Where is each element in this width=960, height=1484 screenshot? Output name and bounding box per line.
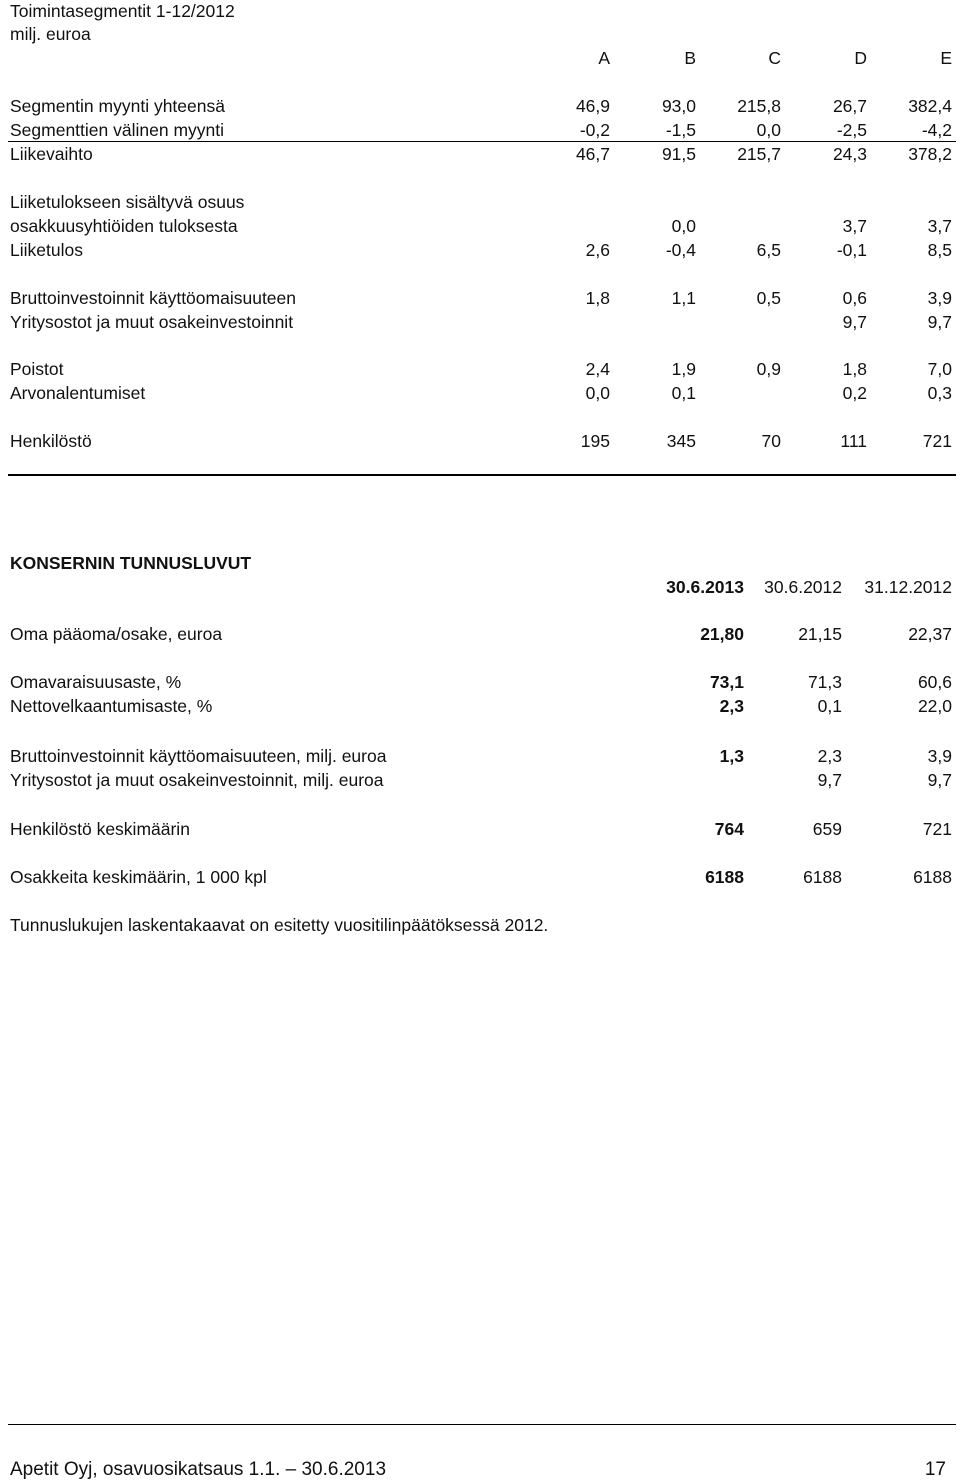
cell-year: 9,7: [927, 770, 952, 790]
row-label: Henkilöstö keskimäärin: [10, 819, 190, 839]
column-header-a: A: [598, 48, 610, 68]
table-row: [0, 215, 960, 237]
cell-d: 111: [840, 431, 867, 451]
cell-b: -0,4: [665, 240, 696, 260]
cell-a: 195: [580, 431, 610, 451]
cell-year: 22,0: [917, 696, 952, 716]
table-row: [0, 769, 960, 791]
row-label: Yritysostot ja muut osakeinvestoinnit: [10, 312, 294, 332]
row-label: Poistot: [10, 359, 64, 379]
cell-b: 345: [666, 431, 696, 451]
row-label: Liiketulokseen sisältyvä osuus: [10, 192, 245, 212]
cell-a: -0,2: [579, 120, 610, 140]
cell-e: 9,7: [927, 312, 952, 332]
footer-text: Apetit Oyj, osavuosikatsaus 1.1. – 30.6.2013: [10, 1459, 387, 1480]
cell-year: 721: [922, 819, 952, 839]
table-row: [0, 358, 960, 380]
row-label: Oma pääoma/osake, euroa: [10, 624, 223, 644]
cell-e: 378,2: [908, 144, 952, 164]
divider: [8, 474, 956, 476]
cell-current: 764: [714, 819, 744, 839]
cell-year: 3,9: [927, 746, 952, 766]
column-header-c: C: [768, 48, 781, 68]
column-header-e: E: [940, 48, 952, 68]
cell-current: 73,1: [709, 672, 744, 692]
cell-e: 8,5: [927, 240, 952, 260]
table-row: [0, 119, 960, 141]
cell-c: 0,9: [756, 359, 781, 379]
cell-prior: 659: [812, 819, 842, 839]
cell-b: 1,9: [671, 359, 696, 379]
row-label: Bruttoinvestoinnit käyttöomaisuuteen, milj. euroa: [10, 746, 387, 766]
cell-d: 24,3: [832, 144, 867, 164]
row-label: Osakkeita keskimäärin, 1 000 kpl: [10, 867, 267, 887]
cell-year: 22,37: [908, 624, 952, 644]
row-label: Yritysostot ja muut osakeinvestoinnit, milj. euroa: [10, 770, 384, 790]
cell-e: 7,0: [927, 359, 952, 379]
row-label: Bruttoinvestoinnit käyttöomaisuuteen: [10, 288, 296, 308]
column-header-d: D: [854, 48, 867, 68]
table-row: [0, 382, 960, 404]
cell-current: 2,3: [719, 696, 744, 716]
cell-a: 1,8: [585, 288, 610, 308]
row-label: Segmenttien välinen myynti: [10, 120, 224, 140]
row-label: Liiketulos: [10, 240, 83, 260]
cell-b: 0,1: [671, 383, 696, 403]
table-row: [0, 430, 960, 452]
cell-d: 3,7: [842, 216, 867, 236]
cell-prior: 6188: [803, 867, 842, 887]
cell-d: -2,5: [836, 120, 867, 140]
row-label: Omavaraisuusaste, %: [10, 672, 182, 692]
cell-c: 70: [761, 431, 781, 451]
row-label: Segmentin myynti yhteensä: [10, 96, 225, 116]
cell-a: 2,6: [585, 240, 610, 260]
column-header-prior: 30.6.2012: [764, 577, 842, 597]
table-row: [0, 143, 960, 165]
row-label: Arvonalentumiset: [10, 383, 146, 403]
cell-year: 6188: [913, 867, 952, 887]
table-row: [0, 623, 960, 645]
cell-e: 0,3: [927, 383, 952, 403]
cell-c: 215,8: [737, 96, 781, 116]
column-header-b: B: [684, 48, 696, 68]
section-title: Toimintasegmentit 1-12/2012: [10, 1, 235, 21]
kpi-note: Tunnuslukujen laskentakaavat on esitetty vuositilinpäätöksessä 2012.: [10, 915, 549, 935]
cell-e: 3,9: [927, 288, 952, 308]
cell-c: 215,7: [737, 144, 781, 164]
cell-prior: 71,3: [807, 672, 842, 692]
table-row: [0, 818, 960, 840]
cell-a: 0,0: [585, 383, 610, 403]
cell-prior: 9,7: [817, 770, 842, 790]
table-row: [0, 239, 960, 261]
kpi-title: KONSERNIN TUNNUSLUVUT: [10, 553, 252, 573]
cell-e: 382,4: [908, 96, 952, 116]
cell-current: 6188: [705, 867, 744, 887]
row-label: osakkuusyhtiöiden tuloksesta: [10, 216, 238, 236]
table-row: [0, 311, 960, 333]
row-label: Liikevaihto: [10, 144, 93, 164]
cell-c: 0,0: [756, 120, 781, 140]
column-header-year: 31.12.2012: [864, 577, 952, 597]
cell-b: 91,5: [661, 144, 696, 164]
cell-b: 1,1: [671, 288, 696, 308]
cell-d: -0,1: [836, 240, 867, 260]
cell-prior: 2,3: [817, 746, 842, 766]
cell-e: 721: [922, 431, 952, 451]
table-row: [0, 695, 960, 717]
page-number: 17: [924, 1459, 946, 1480]
row-label: Nettovelkaantumisaste, %: [10, 696, 213, 716]
divider: [8, 141, 956, 142]
cell-current: 21,80: [700, 624, 744, 644]
table-row: [0, 287, 960, 309]
cell-a: 46,7: [575, 144, 610, 164]
table-row: [0, 866, 960, 888]
cell-d: 9,7: [842, 312, 867, 332]
cell-prior: 0,1: [817, 696, 842, 716]
cell-d: 26,7: [832, 96, 867, 116]
cell-current: 1,3: [719, 746, 744, 766]
table-row: [0, 671, 960, 693]
cell-b: -1,5: [665, 120, 696, 140]
cell-b: 0,0: [671, 216, 696, 236]
row-label: Henkilöstö: [10, 431, 92, 451]
cell-d: 0,6: [842, 288, 867, 308]
cell-prior: 21,15: [798, 624, 842, 644]
unit-label: milj. euroa: [10, 24, 91, 44]
cell-d: 0,2: [842, 383, 867, 403]
cell-a: 2,4: [585, 359, 610, 379]
footer-divider: [8, 1424, 956, 1425]
table-row: [0, 95, 960, 117]
cell-d: 1,8: [842, 359, 867, 379]
cell-c: 0,5: [756, 288, 781, 308]
column-header-current: 30.6.2013: [666, 577, 744, 597]
cell-year: 60,6: [917, 672, 952, 692]
cell-e: -4,2: [921, 120, 952, 140]
table-row: [0, 745, 960, 767]
cell-a: 46,9: [575, 96, 610, 116]
cell-e: 3,7: [927, 216, 952, 236]
cell-c: 6,5: [756, 240, 781, 260]
cell-b: 93,0: [661, 96, 696, 116]
table-row: [0, 191, 960, 213]
